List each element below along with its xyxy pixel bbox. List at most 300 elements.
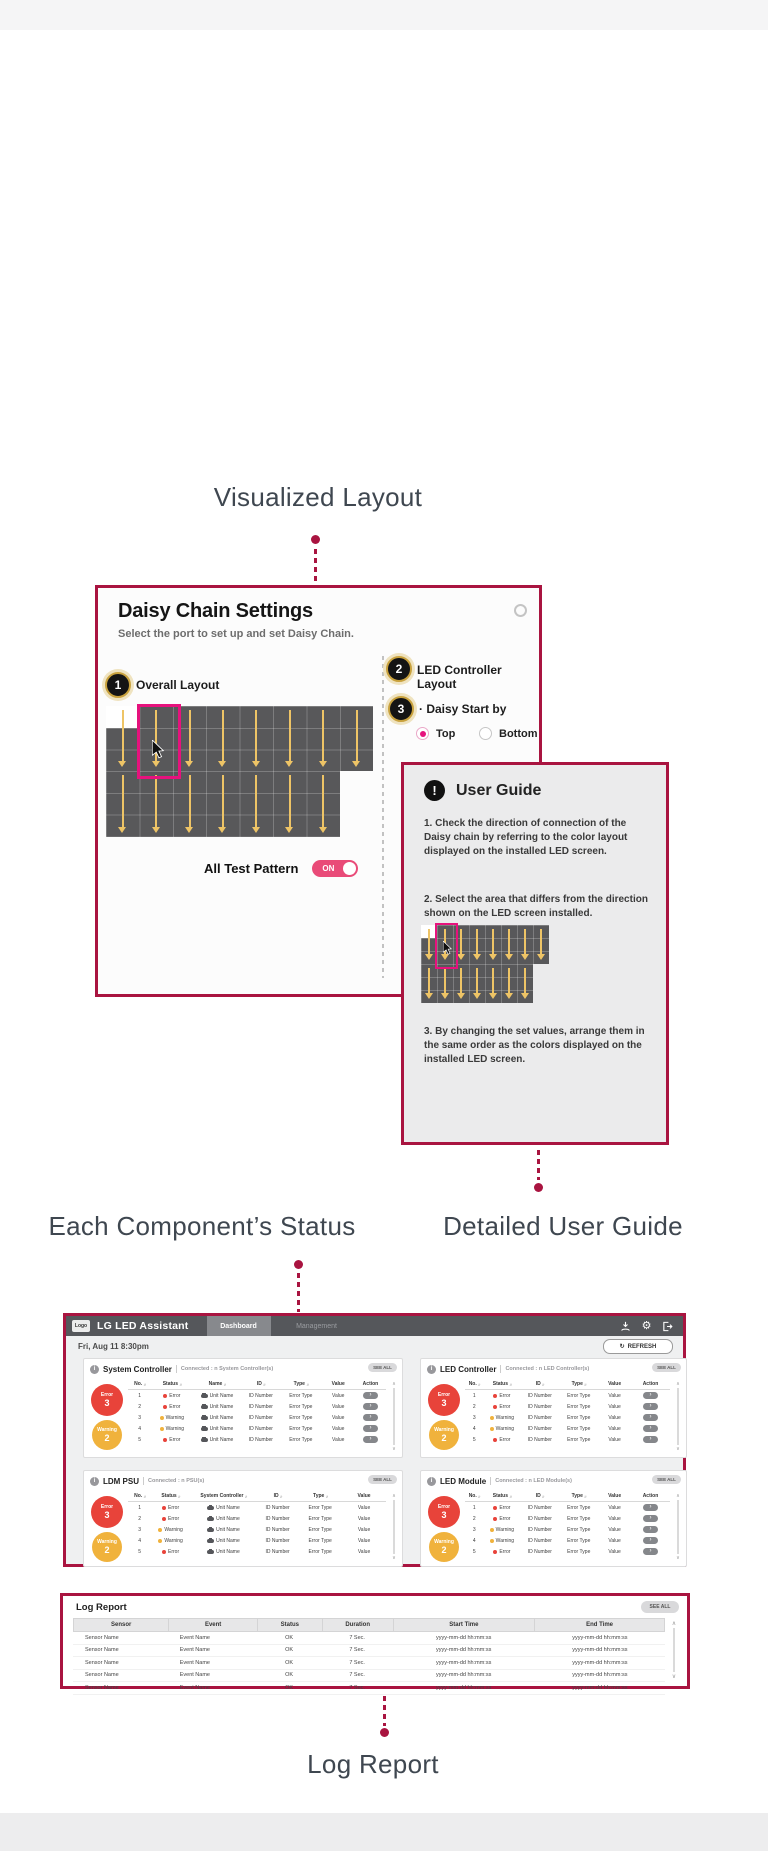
sort-icon: ↓↑ [477, 1493, 480, 1499]
see-all-button[interactable]: SEE ALL [652, 1475, 681, 1484]
card-title: System Controller [103, 1364, 172, 1374]
column-header[interactable]: ID ↓↑ [535, 1381, 544, 1387]
cell-id: ID Number [265, 1515, 290, 1522]
daisy-arrow-head [285, 761, 293, 767]
radio-bottom-label: Bottom [499, 728, 538, 740]
log-cell-duration: 7 Sec. [349, 1672, 365, 1679]
cell-no: 2 [138, 1515, 141, 1522]
sort-icon: ↓↑ [305, 1381, 308, 1387]
column-header[interactable]: Type ↓↑ [293, 1381, 308, 1387]
cell-value: Value [332, 1425, 345, 1432]
sort-icon: ↓↑ [541, 1493, 544, 1499]
toggle-knob [343, 862, 356, 875]
status-text: Error [499, 1515, 511, 1522]
cell-action [355, 1436, 386, 1443]
scroll-down-icon[interactable]: ∨ [671, 1674, 677, 1680]
divider [176, 1365, 177, 1373]
table-row [128, 1412, 386, 1423]
cell-no: 4 [138, 1537, 141, 1544]
column-header: Event [168, 1619, 257, 1631]
column-header: End Time [534, 1619, 664, 1631]
log-cell-status: OK [285, 1684, 294, 1691]
action-button[interactable]: › [363, 1403, 378, 1410]
warning-badge: Warning 2 [92, 1420, 122, 1450]
guide-step-2: 2. Select the area that differs from the direction shown on the LED screen installed. [424, 894, 648, 920]
unit-icon [207, 1517, 214, 1521]
cell-no: 1 [472, 1392, 476, 1399]
cell-type: Error Type [567, 1392, 591, 1399]
daisy-arrow-head [185, 827, 193, 833]
cell-id: ID Number [527, 1504, 552, 1511]
scroll-up-icon[interactable]: ∧ [676, 1381, 680, 1387]
status-dot [163, 1438, 167, 1442]
connected-count: Connected : n PSU(s) [148, 1478, 205, 1484]
sort-icon: ↓↑ [477, 1381, 480, 1387]
daisy-arrow [255, 775, 257, 827]
log-cell-start: yyyy-mm-dd hh:mm:ss [436, 1672, 492, 1679]
cell-status [483, 1393, 520, 1399]
status-table [465, 1379, 670, 1445]
action-button[interactable]: › [643, 1515, 658, 1522]
cell-no: 4 [138, 1425, 141, 1432]
info-icon: i [90, 1477, 99, 1486]
unit-name: Unit Name [209, 1403, 234, 1410]
test-pattern-toggle[interactable] [312, 860, 358, 877]
cell-status [151, 1549, 190, 1555]
status-text: Error [168, 1548, 180, 1555]
log-cell-duration: 7 Sec. [349, 1634, 365, 1641]
status-text: Error [499, 1548, 511, 1555]
column-header[interactable]: Type ↓↑ [571, 1381, 586, 1387]
unit-icon [207, 1528, 214, 1532]
daisy-layout-grid[interactable] [106, 706, 374, 837]
daisy-arrow [189, 710, 191, 762]
daisy-arrow [444, 968, 446, 994]
daisy-arrow-head [252, 827, 260, 833]
step-badge-2: 2 [386, 656, 412, 682]
scrollbar[interactable] [669, 1620, 679, 1680]
scroll-down-icon[interactable]: ∨ [392, 1555, 396, 1561]
cell-no: 4 [472, 1425, 476, 1432]
log-cell-event: Event Name [179, 1672, 210, 1679]
sort-icon: ↓↑ [262, 1381, 265, 1387]
connector-dot [311, 535, 320, 544]
status-text: Error [499, 1436, 511, 1443]
status-dot [160, 1416, 164, 1420]
cell-status [151, 1426, 192, 1432]
table-row [465, 1434, 670, 1445]
cell-type: Error Type [567, 1403, 591, 1410]
column-header[interactable]: ID ↓↑ [256, 1381, 265, 1387]
tab-dashboard[interactable]: Dashboard [207, 1316, 271, 1336]
daisy-arrow [492, 968, 494, 994]
action-button[interactable]: › [643, 1414, 658, 1421]
cell-action [631, 1548, 670, 1555]
guide-step-3: 3. By changing the set values, arrange them in the same order as the colors displayed on the installed LED screen. [424, 1026, 645, 1066]
cell-id: ID Number [248, 1414, 273, 1421]
log-cell-sensor: Sensor Name [85, 1684, 119, 1691]
info-icon: i [427, 1365, 436, 1374]
cell-action [631, 1425, 670, 1432]
table-row [465, 1513, 670, 1524]
daisy-arrow [540, 929, 542, 955]
table-row [465, 1401, 670, 1412]
column-header[interactable]: Name ↓↑ [208, 1381, 226, 1387]
action-button[interactable]: › [363, 1425, 378, 1432]
cell-type: Error Type [308, 1515, 332, 1522]
sort-icon: ↓↑ [583, 1493, 586, 1499]
column-header: Status [257, 1619, 322, 1631]
scroll-down-icon[interactable]: ∨ [392, 1446, 396, 1452]
column-header[interactable]: No. ↓↑ [468, 1493, 480, 1499]
warning-badge: Warning 2 [429, 1420, 459, 1450]
connector-dot [534, 1183, 543, 1192]
table-row [465, 1412, 670, 1423]
guide-example-grid [421, 925, 549, 1003]
daisy-arrow [508, 968, 510, 994]
toggle-state-label: ON [322, 864, 335, 873]
daisy-arrow [222, 710, 224, 762]
cell-type: Error Type [567, 1414, 591, 1421]
radio-top-label: Top [436, 728, 456, 740]
cell-id: ID Number [248, 1436, 273, 1443]
panel-subtitle: Select the port to set up and set Daisy Chain. [118, 628, 354, 640]
log-cell-end: yyyy-mm-dd hh:mm:ss [572, 1634, 628, 1641]
grid-band [106, 771, 340, 836]
cell-id: ID Number [527, 1436, 552, 1443]
column-header[interactable]: Value [608, 1493, 622, 1499]
action-button[interactable]: › [643, 1537, 658, 1544]
action-button[interactable]: › [643, 1504, 658, 1511]
action-button[interactable]: › [363, 1436, 378, 1443]
column-header[interactable]: Type ↓↑ [571, 1493, 586, 1499]
column-header[interactable]: ID ↓↑ [535, 1493, 544, 1499]
status-dot [490, 1427, 494, 1431]
table-row [465, 1535, 670, 1546]
info-icon: i [427, 1477, 436, 1486]
table-header-row [128, 1491, 386, 1502]
scroll-up-icon[interactable]: ∧ [392, 1381, 396, 1387]
daisy-arrow-head [521, 993, 529, 999]
unit-name: Unit Name [216, 1537, 240, 1544]
sort-icon: ↓↑ [583, 1381, 586, 1387]
column-header[interactable]: No. ↓↑ [468, 1381, 480, 1387]
connected-count: Connected : n LED Module(s) [495, 1478, 572, 1484]
cell-type: Error Type [289, 1436, 313, 1443]
scroll-up-icon[interactable]: ∧ [671, 1621, 677, 1627]
sort-icon: ↓↑ [143, 1381, 146, 1387]
log-cell-sensor: Sensor Name [85, 1659, 119, 1666]
divider [490, 1477, 491, 1485]
datetime-label: Fri, Aug 11 8:30pm [78, 1342, 149, 1351]
column-header[interactable]: Value [608, 1381, 622, 1387]
status-text: Error [499, 1392, 511, 1399]
cell-status [483, 1426, 520, 1432]
status-text: Error [499, 1403, 511, 1410]
radio-top[interactable] [416, 727, 429, 740]
status-dot [493, 1506, 497, 1510]
action-button[interactable]: › [363, 1392, 378, 1399]
sort-icon: ↓↑ [541, 1381, 544, 1387]
refresh-button[interactable] [603, 1339, 673, 1354]
daisy-arrow-head [185, 761, 193, 767]
cell-value: Value [332, 1414, 345, 1421]
cell-action [631, 1515, 670, 1522]
unit-name: Unit Name [216, 1515, 240, 1522]
cell-name [190, 1516, 257, 1522]
scroll-up-icon[interactable]: ∧ [392, 1493, 396, 1499]
cell-no: 2 [472, 1515, 476, 1522]
unit-icon [207, 1506, 214, 1510]
card-title: LDM PSU [103, 1476, 139, 1486]
daisy-arrow-head [489, 954, 497, 960]
daisy-arrow-head [319, 827, 327, 833]
see-all-button[interactable]: SEE ALL [641, 1601, 679, 1613]
cell-type: Error Type [567, 1526, 591, 1533]
radio-bottom[interactable] [479, 727, 492, 740]
daisy-arrow [122, 710, 124, 762]
action-button[interactable]: › [643, 1436, 658, 1443]
daisy-arrow-head [118, 761, 126, 767]
cell-no: 5 [138, 1548, 141, 1555]
scrollbar[interactable] [674, 1381, 682, 1452]
status-dot [163, 1405, 167, 1409]
sort-icon: ↓↑ [325, 1493, 328, 1499]
card-led-controller [420, 1358, 687, 1458]
column-header[interactable]: Status ↓↑ [492, 1493, 512, 1499]
status-dot [490, 1416, 494, 1420]
table-row [465, 1524, 670, 1535]
cell-id: ID Number [265, 1548, 290, 1555]
cell-value: Value [608, 1392, 621, 1399]
cell-no: 1 [472, 1504, 476, 1511]
log-cell-duration: 7 Sec. [349, 1659, 365, 1666]
scroll-down-icon[interactable]: ∨ [676, 1555, 680, 1561]
status-dot [162, 1550, 166, 1554]
log-report-title: Log Report [76, 1602, 127, 1613]
cell-type: Error Type [567, 1436, 591, 1443]
scrollbar[interactable] [390, 1493, 398, 1561]
action-button[interactable]: › [643, 1548, 658, 1555]
cell-id: ID Number [248, 1392, 273, 1399]
column-header[interactable]: Value [331, 1381, 345, 1387]
card-ldm-psu [83, 1470, 403, 1567]
cell-status [483, 1549, 520, 1555]
status-text: Error [169, 1403, 181, 1410]
status-table [128, 1491, 386, 1557]
action-button[interactable]: › [363, 1414, 378, 1421]
unit-name: Unit Name [209, 1414, 234, 1421]
divider [500, 1365, 501, 1373]
scrollbar[interactable] [674, 1493, 682, 1561]
cell-value: Value [608, 1425, 621, 1432]
daisy-arrow-head [537, 954, 545, 960]
cell-no: 5 [472, 1548, 476, 1555]
card-title: LED Module [440, 1476, 487, 1486]
scroll-down-icon[interactable]: ∨ [676, 1446, 680, 1452]
cell-status [483, 1404, 520, 1410]
update-download-icon[interactable] [620, 1321, 631, 1332]
cell-no: 2 [138, 1403, 141, 1410]
warning-badge: Warning 2 [429, 1532, 459, 1562]
step-label-overall-layout: Overall Layout [136, 678, 220, 692]
unit-icon [201, 1405, 208, 1409]
column-header[interactable]: Action [642, 1493, 659, 1499]
log-row [73, 1682, 665, 1695]
status-text: Warning [495, 1526, 515, 1533]
table-row [128, 1423, 386, 1434]
cell-action [631, 1403, 670, 1410]
table-row [465, 1546, 670, 1557]
lg-logo: Logo [72, 1320, 90, 1332]
cell-id: ID Number [248, 1403, 273, 1410]
unit-icon [201, 1438, 208, 1442]
unit-name: Unit Name [216, 1526, 240, 1533]
guide-step-1: 1. Check the direction of connection of the Daisy chain by referring to the color layout displayed on the installed LED screen. [424, 818, 628, 858]
log-cell-end: yyyy-mm-dd hh:mm:ss [572, 1672, 628, 1679]
grid-band [421, 964, 533, 1003]
status-text: Warning [164, 1537, 183, 1544]
gear-icon[interactable]: ⚙ [641, 1319, 652, 1332]
daisy-arrow-head [441, 993, 449, 999]
column-header[interactable]: ID ↓↑ [273, 1493, 282, 1499]
daisy-arrow [492, 929, 494, 955]
log-cell-status: OK [285, 1659, 294, 1666]
sort-icon: ↓↑ [178, 1381, 181, 1387]
daisy-arrow-head [457, 993, 465, 999]
tab-management[interactable]: Management [296, 1322, 337, 1330]
cell-type: Error Type [308, 1504, 332, 1511]
cell-no: 3 [138, 1414, 141, 1421]
unit-icon [207, 1539, 214, 1543]
cell-no: 3 [472, 1526, 476, 1533]
table-row [128, 1513, 386, 1524]
error-badge: Error 3 [91, 1496, 123, 1528]
table-row [128, 1502, 386, 1513]
status-dot [490, 1539, 494, 1543]
cell-id: ID Number [527, 1537, 552, 1544]
action-button[interactable]: › [643, 1403, 658, 1410]
action-button[interactable]: › [643, 1526, 658, 1533]
daisy-arrow [476, 968, 478, 994]
cell-id: ID Number [527, 1515, 552, 1522]
see-all-button[interactable]: SEE ALL [368, 1475, 397, 1484]
divider [143, 1477, 144, 1485]
column-header[interactable]: Action [362, 1381, 379, 1387]
daisy-arrow [356, 710, 358, 762]
cell-status [151, 1404, 192, 1410]
scrollbar[interactable] [390, 1381, 398, 1452]
cell-action [631, 1392, 670, 1399]
connected-count: Connected : n LED Controller(s) [505, 1366, 590, 1372]
log-cell-start: yyyy-mm-dd hh:mm:ss [436, 1659, 492, 1666]
daisy-arrow-head [473, 993, 481, 999]
sort-icon: ↓↑ [223, 1381, 226, 1387]
log-row [73, 1632, 665, 1645]
status-dot [163, 1394, 167, 1398]
cell-value: Value [332, 1436, 345, 1443]
cell-status [483, 1437, 520, 1443]
cell-no: 4 [472, 1537, 476, 1544]
sort-icon: ↓↑ [244, 1493, 247, 1499]
help-icon[interactable] [514, 604, 527, 617]
connector-line [383, 1696, 386, 1726]
unit-name: Unit Name [209, 1436, 234, 1443]
connector-dot [380, 1728, 389, 1737]
user-guide-title: User Guide [456, 782, 542, 799]
card-header [90, 1475, 362, 1487]
cell-id: ID Number [265, 1504, 290, 1511]
column-header[interactable]: Value [357, 1493, 371, 1499]
log-cell-status: OK [285, 1647, 294, 1654]
daisy-arrow [255, 710, 257, 762]
all-test-pattern-label: All Test Pattern [204, 861, 299, 876]
warning-badge: Warning 2 [92, 1532, 122, 1562]
cell-value: Value [608, 1504, 621, 1511]
status-dot [493, 1517, 497, 1521]
top-strip [0, 0, 768, 30]
unit-name: Unit Name [216, 1504, 240, 1511]
unit-name: Unit Name [209, 1392, 234, 1399]
bottom-strip [0, 1813, 768, 1851]
daisy-arrow [189, 775, 191, 827]
sort-icon: ↓↑ [509, 1493, 512, 1499]
table-row [465, 1502, 670, 1513]
see-all-button[interactable]: SEE ALL [652, 1363, 681, 1372]
cell-name [190, 1505, 257, 1511]
log-cell-duration: 7 Sec. [349, 1647, 365, 1654]
logout-icon[interactable] [662, 1321, 673, 1332]
log-cell-status: OK [285, 1672, 294, 1679]
cell-action [631, 1414, 670, 1421]
cell-status [483, 1538, 520, 1544]
step-label-daisy-start-by: · Daisy Start by [419, 702, 507, 716]
heading-log-report: Log Report [307, 1749, 439, 1779]
see-all-button[interactable]: SEE ALL [368, 1363, 397, 1372]
cell-no: 2 [472, 1403, 476, 1410]
table-header-row [128, 1379, 386, 1390]
cell-id: ID Number [248, 1425, 273, 1432]
cell-action [355, 1403, 386, 1410]
scroll-up-icon[interactable]: ∧ [676, 1493, 680, 1499]
table-header-row [73, 1618, 665, 1632]
column-header[interactable]: Status ↓↑ [492, 1381, 512, 1387]
daisy-arrow-head [489, 993, 497, 999]
daisy-arrow-head [505, 993, 513, 999]
refresh-icon: ↻ [619, 1344, 625, 1350]
action-button[interactable]: › [643, 1392, 658, 1399]
status-text: Error [169, 1436, 181, 1443]
cell-no: 3 [138, 1526, 141, 1533]
column-header[interactable]: Type ↓↑ [313, 1493, 328, 1499]
column-header[interactable]: System Controller ↓↑ [200, 1493, 247, 1499]
cell-id: ID Number [265, 1537, 290, 1544]
cell-no: 1 [138, 1504, 141, 1511]
column-header[interactable]: Status ↓↑ [162, 1381, 181, 1387]
cell-type: Error Type [289, 1425, 313, 1432]
cell-name [192, 1393, 241, 1399]
cell-status [483, 1516, 520, 1522]
column-header[interactable]: Action [642, 1381, 659, 1387]
table-row [128, 1390, 386, 1401]
action-button[interactable]: › [643, 1425, 658, 1432]
column-header[interactable]: No. ↓↑ [134, 1493, 146, 1499]
cell-name [190, 1549, 257, 1555]
column-header[interactable]: Status ↓↑ [161, 1493, 180, 1499]
column-header[interactable]: No. ↓↑ [134, 1381, 146, 1387]
daisy-arrow [289, 710, 291, 762]
cell-status [483, 1527, 520, 1533]
